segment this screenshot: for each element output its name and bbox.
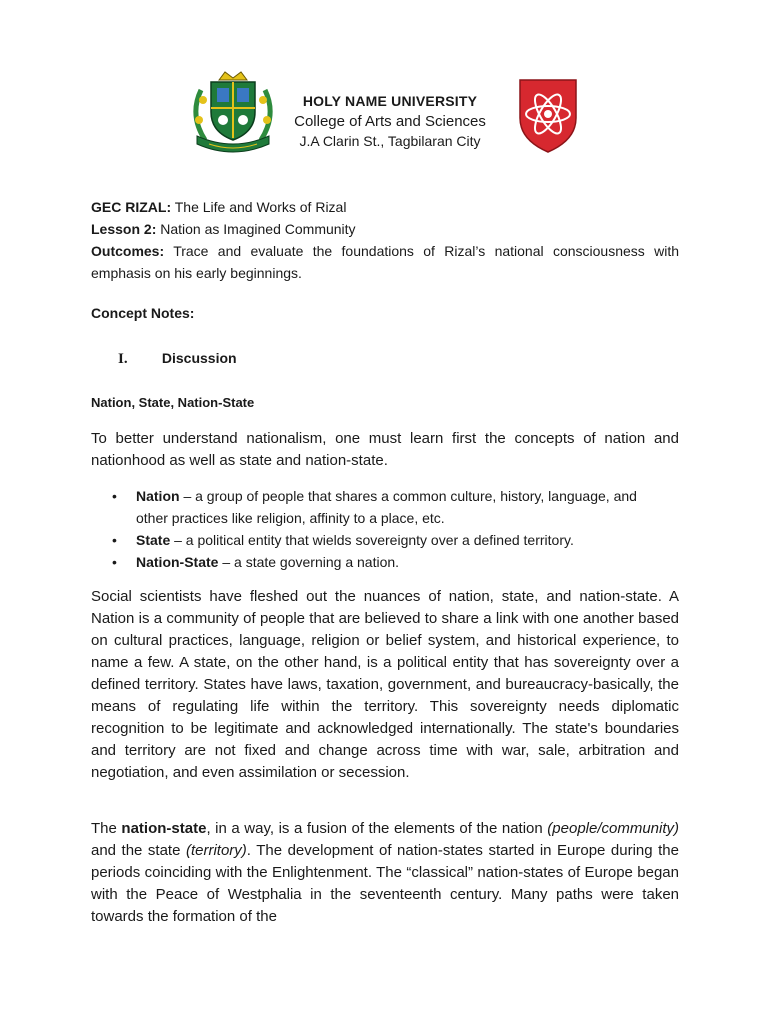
address: J.A Clarin St., Tagbilaran City: [299, 133, 481, 149]
university-name: HOLY NAME UNIVERSITY: [302, 93, 478, 109]
lesson-value: Nation as Imagined Community: [156, 221, 356, 237]
list-item: [108, 485, 648, 529]
course-label: GEC RIZAL:: [91, 199, 172, 215]
university-seal-logo: [183, 70, 283, 165]
paragraph-nation-state-fusion: [91, 818, 679, 928]
course-value: The Life and Works of Rizal: [171, 199, 347, 215]
definition-text: – a state governing a nation.: [218, 554, 400, 570]
bold-term: nation-state: [121, 820, 207, 837]
bullet-icon: •: [112, 532, 117, 548]
outcomes-value: Trace and evaluate the foundations of Rizal’s national consciousness with emphasis on his early beginnings.: [91, 243, 679, 281]
definitions-list: [108, 485, 648, 573]
letterhead: [270, 93, 510, 149]
definition-text: – a political entity that wields sovereignty over a defined territory.: [170, 532, 574, 548]
text-run: , in a way, is a fusion of the elements of the nation: [206, 820, 548, 837]
definition-text: – a group of people that shares a common culture, history, language, and other practices like religion, affinity to a place, etc.: [136, 488, 637, 526]
paragraph-nation-state: Social scientists have fleshed out the nuances of nation, state, and nation-state. A Nation is a community of people that are believed to share a link with one another based on cultural practices, language, religion or belief system, and historical experience, to name a few. A state, on the other hand, is a political entity that has sovereignty over a defined territory. States have laws, taxation, government, and bureaucracy-basically, the means of regulating life within the territory. This sovereignty needs diplomatic recognition to be legitimate and acknowledged internationally. The state's boundaries and territory are not fixed and change across time with war, sale, arbitration and negotiation, and even assimilation or secession.: [91, 588, 679, 781]
subheading: Nation, State, Nation-State: [91, 395, 255, 410]
text-run: . The development of nation-states started in Europe during the periods coinciding with the Enlightenment. The “classical” nation-states of Europe began with the Peace of Westphalia in the seventeenth century. Many paths were taken towards the formation of the: [91, 842, 679, 925]
lesson-label: Lesson 2:: [91, 221, 157, 237]
definition-term: Nation-State: [136, 554, 219, 570]
section-heading: [118, 350, 237, 368]
outcomes-line: [91, 240, 679, 284]
bullet-icon: •: [112, 554, 117, 570]
list-item: [108, 529, 648, 551]
course-meta: [91, 196, 679, 284]
definition-term: Nation: [136, 488, 180, 504]
text-run: The: [91, 820, 122, 837]
section-title: Discussion: [161, 350, 237, 366]
lesson-line: [91, 218, 679, 240]
arts-and-sciences-logo: [512, 74, 592, 164]
bullet-icon: •: [112, 488, 117, 504]
list-item: [108, 551, 648, 573]
text-run: and the state: [91, 842, 186, 859]
italic-term: (people/community): [547, 820, 680, 837]
definition-term: State: [136, 532, 171, 548]
course-line: [91, 196, 679, 218]
outcomes-label: Outcomes:: [91, 243, 165, 259]
college-name: College of Arts and Sciences: [294, 113, 486, 130]
concept-notes-heading: Concept Notes:: [91, 305, 195, 321]
italic-term: (territory): [185, 842, 247, 859]
intro-paragraph: To better understand nationalism, one must learn first the concepts of nation and nationhood as well as state and nation-state.: [91, 430, 679, 469]
section-number: I.: [118, 351, 128, 367]
